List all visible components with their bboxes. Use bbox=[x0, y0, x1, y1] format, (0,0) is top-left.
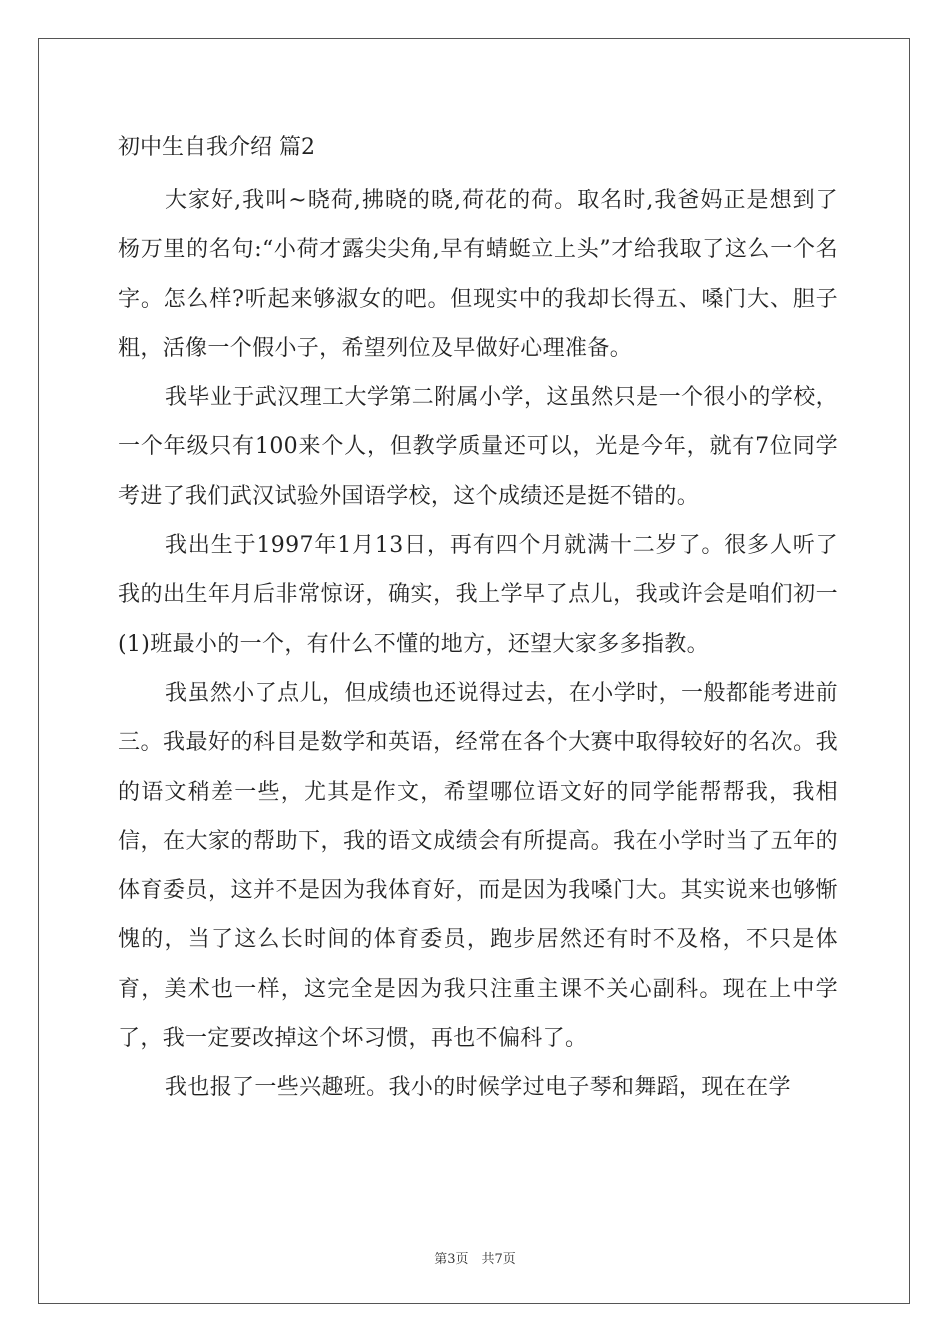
document-body bbox=[118, 128, 838, 1113]
page-footer: 第3页 共7页 bbox=[434, 1252, 516, 1267]
paragraph-birth: 我出生于1997年1月13日，再有四个月就满十二岁了。很多人听了我的出生年月后非常惊讶，确实，我上学早了点儿，我或许会是咱们初一(1)班最小的一个，有什么不懂的地方，还望大家多多指教。 bbox=[118, 533, 838, 657]
paragraph-hobbies: 我也报了一些兴趣班。我小的时候学过电子琴和舞蹈，现在在学 bbox=[165, 1075, 791, 1101]
document-title: 初中生自我介绍 篇2 bbox=[118, 135, 315, 160]
paragraph-school: 我毕业于武汉理工大学第二附属小学，这虽然只是一个很小的学校，一个年级只有100来个人，但教学质量还可以，光是今年，就有7位同学考进了我们武汉试验外国语学校，这个成绩还是挺不错的。 bbox=[118, 385, 838, 509]
paragraph-intro: 大家好,我叫~晓荷,拂晓的晓,荷花的荷。取名时,我爸妈正是想到了杨万里的名句:“小荷才露尖尖角,早有蜻蜓立上头”才给我取了这么一个名字。怎么样?听起来够淑女的吧。但现实中的我却长得五、嗓门大、胆子粗，活像一个假小子，希望列位及早做好心理准备。 bbox=[118, 188, 838, 361]
paragraph-grades: 我虽然小了点儿，但成绩也还说得过去，在小学时，一般都能考进前三。我最好的科目是数学和英语，经常在各个大赛中取得较好的名次。我的语文稍差一些，尤其是作文，希望哪位语文好的同学能帮帮我，我相信，在大家的帮助下，我的语文成绩会有所提高。我在小学时当了五年的体育委员，这并不是因为我体育好，而是因为我嗓门大。其实说来也够惭愧的，当了这么长时间的体育委员，跑步居然还有时不及格，不只是体育，美术也一样，这完全是因为我只注重主课不关心副科。现在上中学了，我一定要改掉这个坏习惯，再也不偏科了。 bbox=[118, 680, 838, 1052]
